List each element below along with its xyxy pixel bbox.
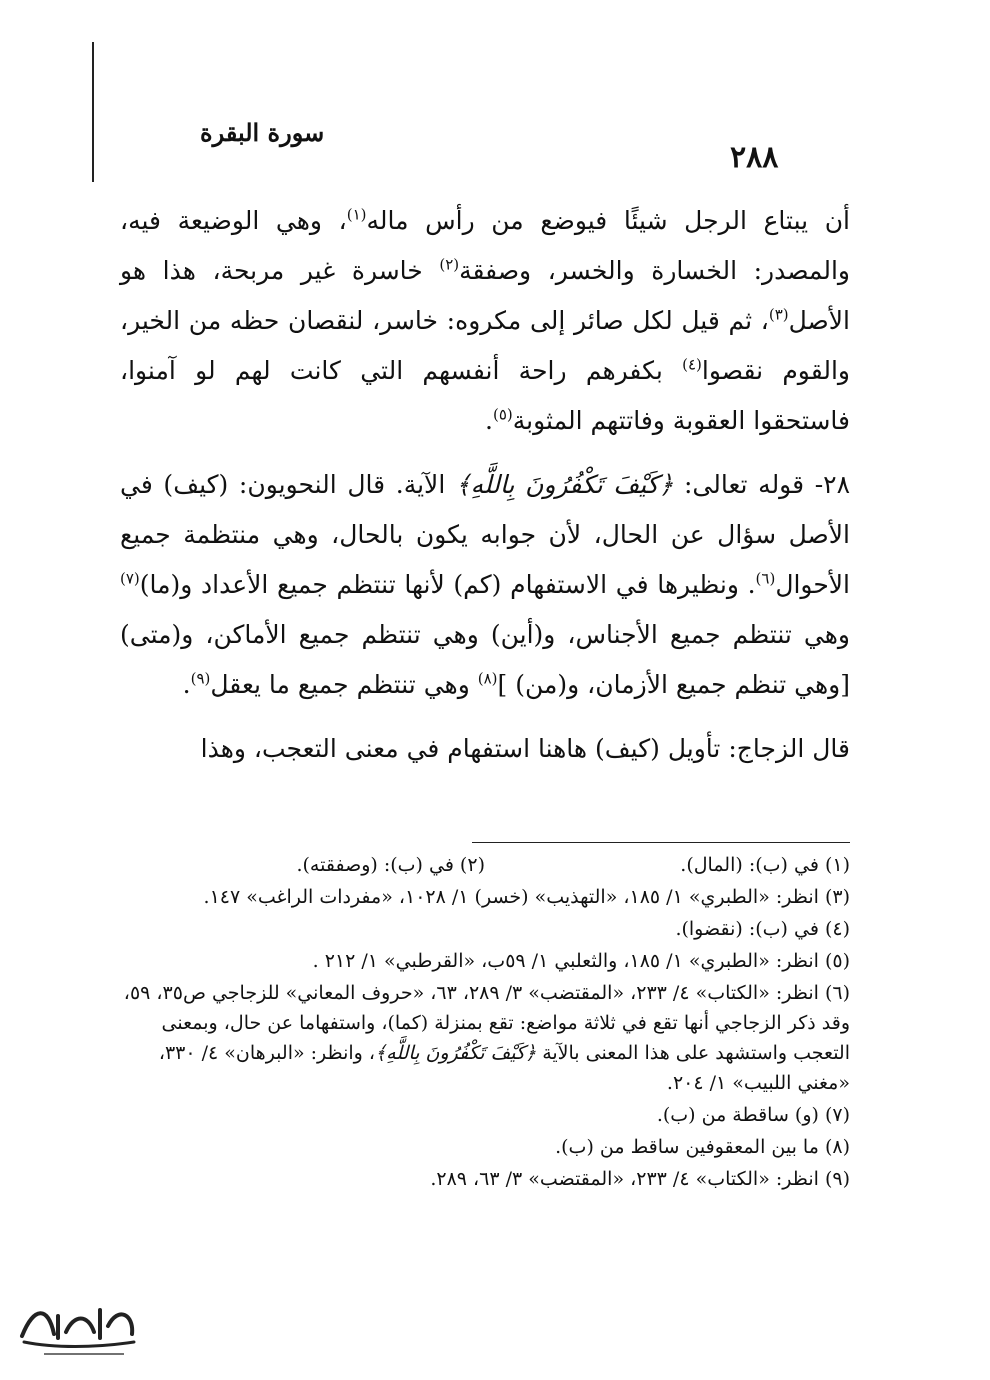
footnote-6 [120,978,850,1098]
text-run: وهي تنتظم جميع ما يعقل [210,670,478,699]
footnote-2: (٢) في (ب): (وصفقته). [296,854,485,876]
text-run: ، ثم قيل لكل صائر إلى مكروه: خاسر، لنقصان حظه من الخير، والقوم نقصوا [120,306,850,385]
footnote-3: (٣) انظر: «الطبري» ١/ ١٨٥، «التهذيب» (خسر) ١/ ١٠٢٨، «مفردات الراغب» ١٤٧. [203,886,850,908]
text-run: أن يبتاع الرجل شيئًا فيوضع من رأس ماله [366,206,851,235]
text-run: . [182,670,191,699]
footnote-ref-2: (٢) [439,255,460,274]
footnote-4: (٤) في (ب): (نقضوا). [675,918,850,940]
footnote-9: (٩) انظر: «الكتاب» ٤/ ٢٣٣، «المقتضب» ٣/ ٦٣، ٢٨٩. [430,1168,850,1190]
text-run: . ونظيرها في الاستفهام (كم) لأنها تنتظم جميع الأعداد و(ما) [139,570,756,599]
footnotes [120,850,850,1196]
text-run: الآية. قال النحويون: (كيف) في الأصل سؤال عن الحال، لأن جوابه يكون بالحال، وهي منتظمة جميع الأحوال [120,470,850,599]
footnote-7: (٧) (و) ساقطة من (ب). [656,1104,850,1126]
text-run: خاسرة غير مربحة، هذا هو الأصل [120,256,850,335]
footnote-ref-6: (٦) [755,569,776,588]
paragraph-3: قال الزجاج: تأويل (كيف) هاهنا استفهام في معنى التعجب، وهذا [200,734,850,763]
footnote-separator [472,842,850,843]
main-text [120,196,850,788]
text-run: وهي تنتظم جميع الأجناس، و(أين) وهي تنتظم جميع الأماكن، و(متى) [وهي تنظم جميع الأزمان، و(من) ] [120,620,850,699]
text-run: ٢٨- قوله تعالى: [673,470,851,499]
footnote-ref-7: (٧) [120,569,140,588]
text-run: . [485,406,493,435]
footnote-ref-8: (٨) [477,669,498,688]
footnote-1: (١) في (ب): (المال). [680,854,850,876]
text-run: (٦) انظر: «الكتاب» ٤/ ٢٣٣، «المقتضب» ٣/ ٢٨٩، ٦٣، «حروف المعاني» للزجاجي ص٣٥، ٥٩، وقد ذكر الزجاجي أنها تقع في ثلاثة مواضع: تقع بمنزلة (كما)، واستفهاما عن حال، وبمعنى التعجب واستشهد على هذا المعنى بالآية [123,982,850,1064]
quran-verse: ﴿كَيْفَ تَكْفُرُونَ بِاللَّهِ﴾ [455,470,674,499]
footnote-ref-1: (١) [346,205,367,224]
text-run: بكفرهم راحة أنفسهم التي كانت لهم لو آمنوا، فاستحقوا العقوبة وفاتتهم المثوبة [120,356,850,435]
paragraph-1 [120,196,850,446]
margin-rule [92,42,94,182]
footnote-ref-9: (٩) [190,669,211,688]
footnote-5: (٥) انظر: «الطبري» ١/ ١٨٥، والثعلبي ١/ ٥٩ب، «القرطبي» ١/ ٢١٢ . [312,950,850,972]
paragraph-2 [120,460,850,710]
footnote-ref-3: (٣) [768,305,789,324]
footnote-8: (٨) ما بين المعقوفين ساقط من (ب). [555,1136,850,1158]
text-run: ، وهي الوضيعة فيه، والمصدر: الخسارة والخسر، وصفقة [120,206,850,285]
footnote-ref-4: (٤) [682,355,702,374]
quran-verse: ﴿كَيْفَ تَكْفُرُونَ بِاللَّهِ﴾ [375,1042,537,1064]
running-head: سورة البقرة [200,118,325,147]
text-run: ، وانظر: «البرهان» ٤/ ٣٣٠، «مغني اللبيب» ١/ ٢٠٤. [158,1042,850,1094]
footnote-row [120,850,850,882]
logo-stamp-icon [14,1296,144,1362]
page-number: ٢٨٨ [730,140,779,175]
footnote-ref-5: (٥) [492,405,513,424]
